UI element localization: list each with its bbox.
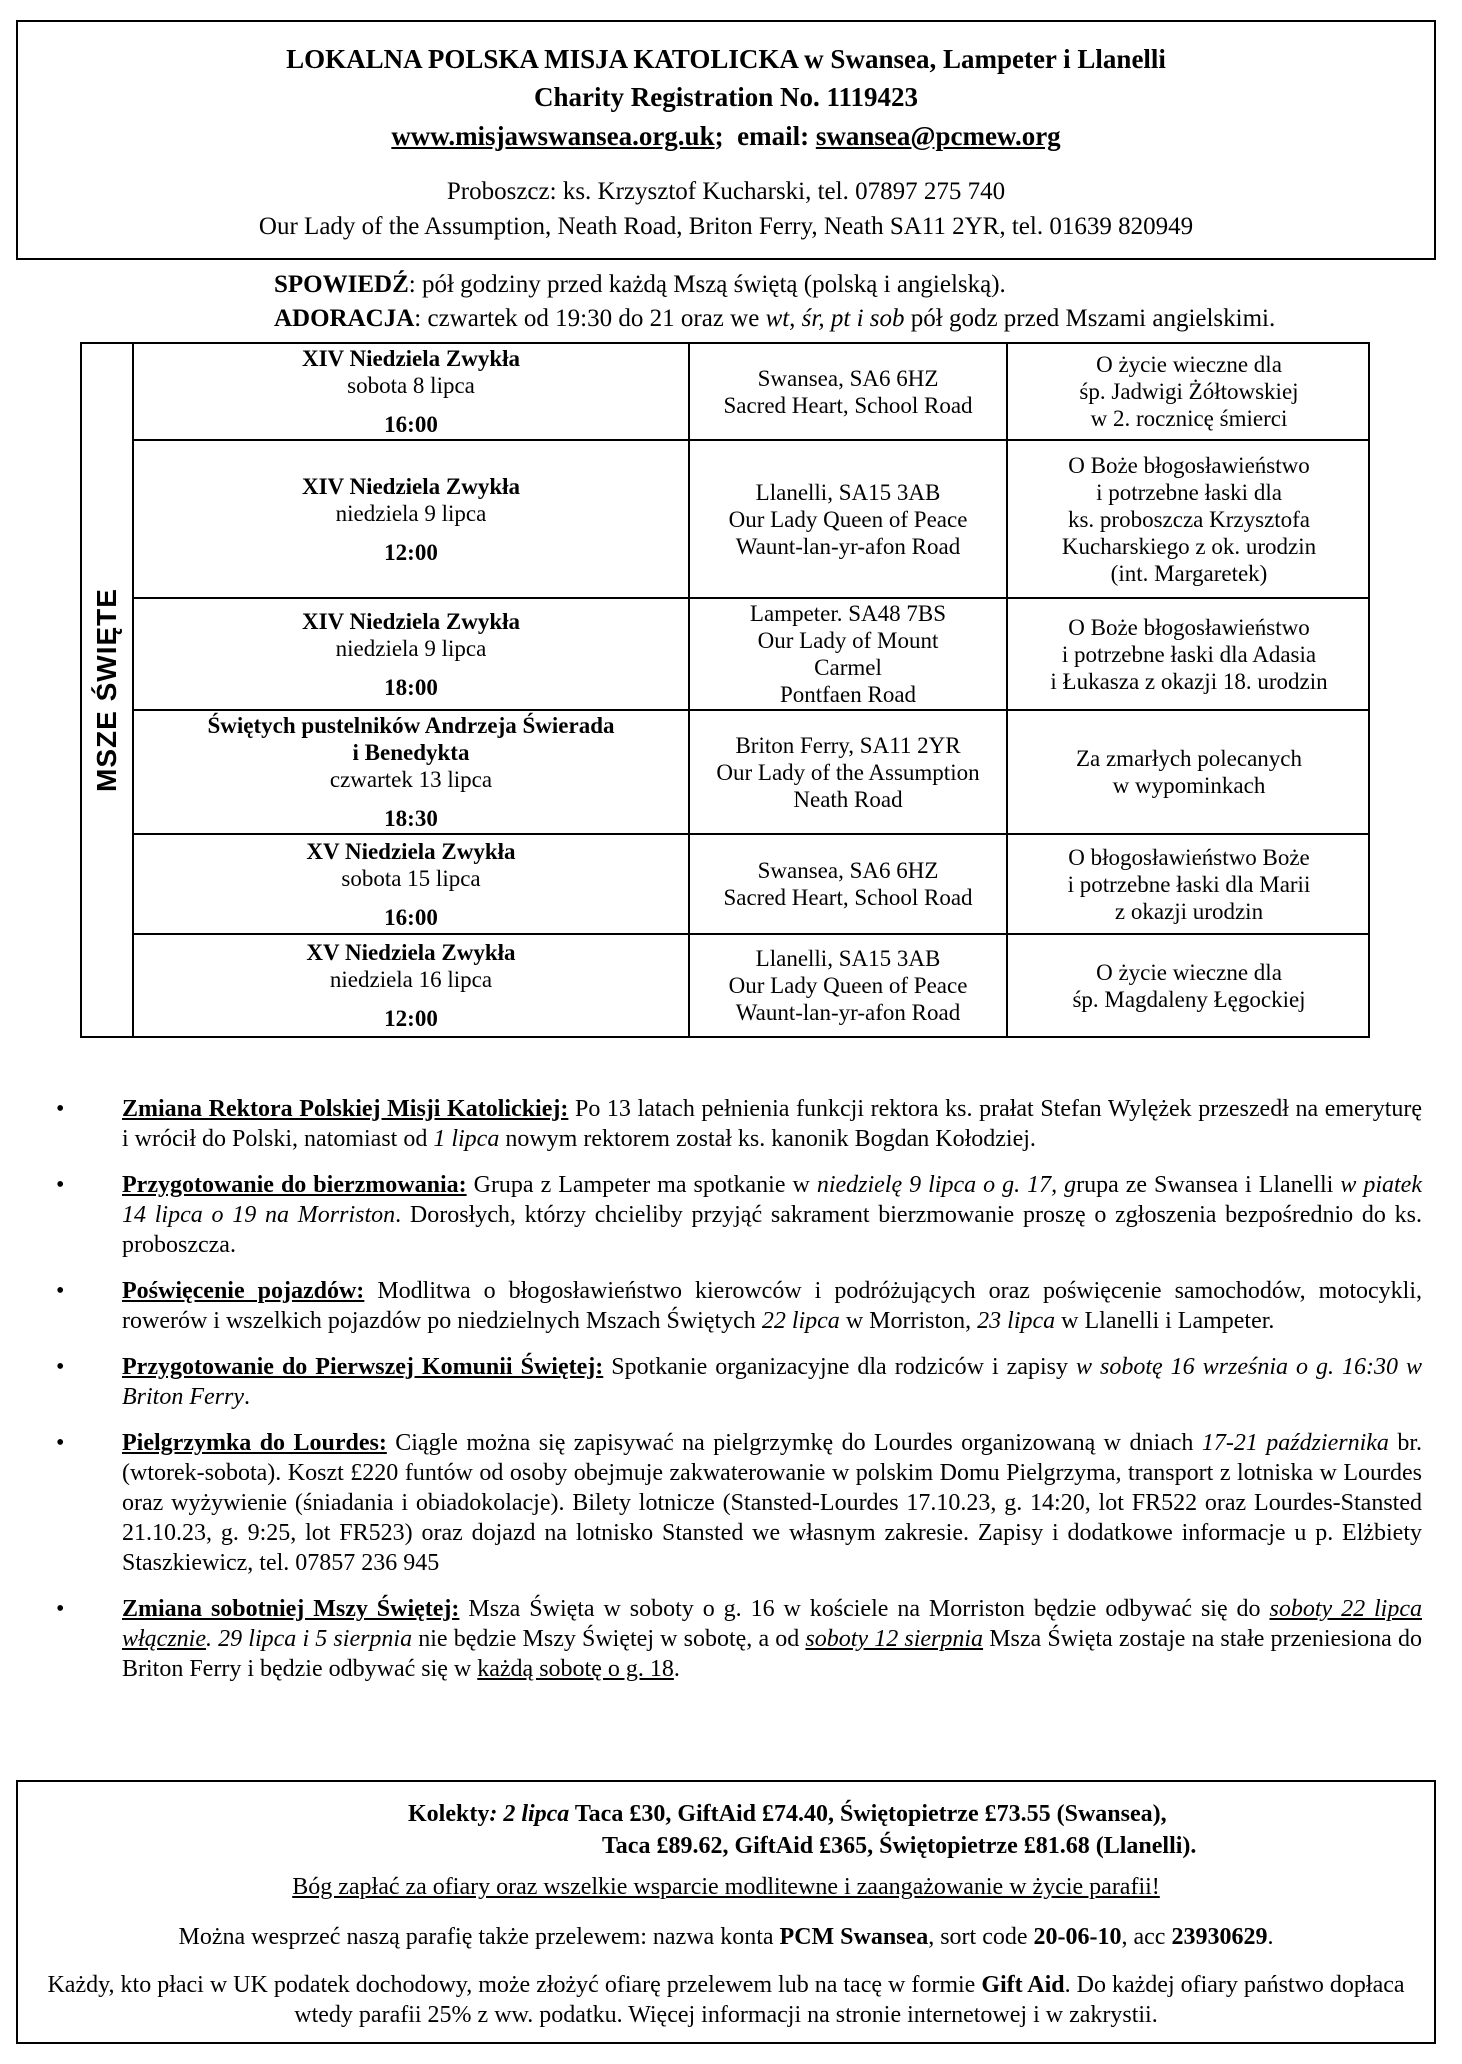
- footer-box: [16, 1780, 1436, 2044]
- notice-item: [56, 1276, 1422, 1336]
- mass-row: [134, 598, 1370, 710]
- intention-line: Kucharskiego z ok. urodzin: [1061, 533, 1317, 559]
- notice-title: Poświęcenie pojazdów:: [122, 1278, 365, 1304]
- place-line: Llanelli, SA15 3AB: [755, 946, 941, 971]
- adoration-days: wt, śr, pt i sob: [765, 305, 905, 332]
- mass-name: XV Niedziela Zwykła: [306, 940, 516, 965]
- confession-text: : pół godziny przed każdą Mszą świętą (polską i angielską).: [408, 271, 1006, 298]
- notice-text: br. (wtorek-sobota). Koszt £220 funtów od osoby obejmuje zakwaterowanie w polskim Domu Pielgrzyma, transport z lotniska w Lourdes oraz wyżywienie (śniadania i obiadokolacje). Bilety lotnicze (Stansted-Lourdes 17.10.23, g. 14:20, lot FR522 oraz Lourdes-Stansted 21.10.23, g. 9:25, lot FR523) oraz dojazd na lotnisko Stansted we własnym zakresie. Zapisy i dodatkowe informacje u p. Elżbiety Staszkiewicz, tel. 07857 236 945: [122, 1430, 1423, 1576]
- mass-name: XIV Niedziela Zwykła: [301, 608, 521, 634]
- intention-line: i potrzebne łaski dla Marii: [1067, 871, 1311, 897]
- intention-line: i Łukasza z okazji 18. urodzin: [1050, 668, 1328, 694]
- confession-label: SPOWIEDŹ: [274, 271, 409, 298]
- collections-line-2: Taca £89.62, GiftAid £365, Świętopietrze £81.68 (Llanelli).: [602, 1833, 1197, 1859]
- sort-code: 20-06-10: [1033, 1924, 1122, 1950]
- mass-place-cell: [689, 344, 1007, 440]
- intention-line: O błogosławieństwo Boże: [1068, 844, 1310, 870]
- mass-side-label: [82, 344, 134, 1036]
- bullet-icon: •: [56, 1354, 65, 1380]
- intention-line: O Boże błogosławieństwo: [1068, 452, 1310, 478]
- bullet-icon: •: [56, 1430, 65, 1456]
- notice-title: Pielgrzymka do Lourdes:: [122, 1430, 387, 1456]
- gift-aid-info: [38, 1970, 1414, 2030]
- mass-event-cell: [134, 344, 689, 440]
- notice-text: Spotkanie organizacyjne dla rodziców i zapisy: [603, 1354, 1076, 1380]
- notice-text: . Dorosłych, którzy chcieliby przyjąć sakrament bierzmowanie proszę o zgłoszenia bezpośrednio do ks. proboszcza.: [122, 1202, 1423, 1258]
- website-link[interactable]: www.misjawswansea.org.uk: [391, 121, 715, 151]
- place-line: Carmel: [814, 655, 882, 680]
- intention-line: śp. Jadwigi Żółtowskiej: [1079, 379, 1299, 404]
- email-link[interactable]: swansea@pcmew.org: [815, 121, 1061, 151]
- notice-item: [56, 1170, 1422, 1260]
- adoration-text-1: : czwartek od 19:30 do 21 oraz we: [414, 305, 766, 332]
- collections-label: Kolekty: [408, 1801, 490, 1827]
- notice-text: .: [673, 1656, 680, 1682]
- intention-line: O Boże błogosławieństwo: [1068, 614, 1310, 640]
- mass-intention-cell: [1007, 344, 1370, 440]
- place-line: Swansea, SA6 6HZ: [757, 858, 939, 883]
- notice-item: [56, 1352, 1422, 1412]
- notice-text: soboty 22 lipca włącznie: [122, 1596, 1422, 1652]
- intention-line: ks. proboszcza Krzysztofa: [1067, 506, 1311, 532]
- notice-text: w piatek 14 lipca o 19 na Morriston: [122, 1172, 1422, 1228]
- bank-text-1: Można wesprzeć naszą parafię także przelewem: nazwa konta: [178, 1924, 780, 1950]
- confession-info: [274, 268, 1275, 336]
- parish-address: Our Lady of the Assumption, Neath Road, Briton Ferry, Neath SA11 2YR, tel. 01639 820949: [258, 213, 1194, 240]
- place-line: Pontfaen Road: [779, 682, 917, 707]
- mass-row: [134, 344, 1370, 440]
- mass-row: [134, 710, 1370, 834]
- notice-title: Przygotowanie do bierzmowania:: [122, 1172, 467, 1198]
- place-line: Lampeter. SA48 7BS: [749, 601, 947, 626]
- notices-list: [56, 1094, 1422, 1700]
- bank-text-3: , acc: [1121, 1924, 1172, 1950]
- mass-event-cell: [134, 934, 689, 1036]
- notice-text: nowym rektorem został ks. kanonik Bogdan Kołodziej.: [499, 1126, 1036, 1152]
- place-line: Neath Road: [793, 786, 903, 812]
- bullet-icon: •: [56, 1278, 65, 1304]
- notice-text: rupa ze Swansea i Llanelli: [1076, 1172, 1341, 1198]
- notice-text: soboty 12 sierpnia: [805, 1626, 984, 1652]
- mass-place-cell: [689, 440, 1007, 598]
- mass-intention-cell: [1007, 710, 1370, 834]
- notice-text: w sobotę 16 września o g. 16:30 w Briton Ferry: [122, 1354, 1422, 1410]
- mass-date: niedziela 9 lipca: [335, 500, 487, 526]
- mass-intention-cell: [1007, 934, 1370, 1036]
- contact-line: [18, 116, 1434, 156]
- notice-text: 1 lipca: [433, 1126, 500, 1152]
- mass-event-cell: [134, 440, 689, 598]
- mass-date: niedziela 16 lipca: [329, 967, 493, 992]
- bank-info: [18, 1924, 1434, 1951]
- place-line: Waunt-lan-yr-afon Road: [735, 533, 961, 559]
- notice-title: Zmiana Rektora Polskiej Misji Katolickiej:: [122, 1096, 569, 1122]
- notice-text: w Llanelli i Lampeter.: [1055, 1308, 1275, 1334]
- place-line: Sacred Heart, School Road: [723, 392, 973, 418]
- email-label: email:: [737, 121, 810, 151]
- intention-line: w wypominkach: [1112, 773, 1266, 798]
- separator: ;: [714, 121, 724, 151]
- mass-event-cell: [134, 834, 689, 934]
- mass-time: 12:00: [384, 1006, 438, 1031]
- place-line: Llanelli, SA15 3AB: [755, 479, 941, 505]
- mass-place-cell: [689, 598, 1007, 710]
- gift-text-2: . Do każdej ofiary państwo dopłaca wtedy parafii 25% z ww. podatku. Więcej informacji na stronie internetowej i w zakrystii.: [294, 1972, 1405, 2028]
- account-number: 23930629: [1171, 1924, 1268, 1950]
- notice-title: Zmiana sobotniej Mszy Świętej:: [122, 1596, 460, 1622]
- mass-time: 12:00: [384, 539, 438, 565]
- notice-text: Ciągle można się zapisywać na pielgrzymkę do Lourdes organizowaną w dniach: [386, 1430, 1202, 1456]
- place-line: Swansea, SA6 6HZ: [757, 365, 939, 391]
- mass-date: czwartek 13 lipca: [329, 767, 493, 792]
- intention-line: w 2. rocznicę śmierci: [1090, 406, 1288, 431]
- collections-date: : 2 lipca: [489, 1801, 570, 1827]
- header-box: [16, 20, 1436, 260]
- intention-line: O życie wieczne dla: [1096, 959, 1282, 985]
- bank-text-2: , sort code: [928, 1924, 1034, 1950]
- notice-item: [56, 1428, 1422, 1578]
- mass-place-cell: [689, 710, 1007, 834]
- mass-date: niedziela 9 lipca: [335, 635, 487, 661]
- mass-schedule: [80, 342, 1370, 1038]
- mass-time: 18:30: [384, 806, 438, 831]
- place-line: Briton Ferry, SA11 2YR: [735, 732, 961, 758]
- place-line: Our Lady of Mount: [757, 628, 939, 653]
- place-line: Waunt-lan-yr-afon Road: [735, 1000, 961, 1025]
- bullet-icon: •: [56, 1096, 65, 1122]
- notice-text: .: [206, 1626, 219, 1652]
- mass-time: 18:00: [384, 674, 438, 700]
- gift-text-1: Każdy, kto płaci w UK podatek dochodowy, może złożyć ofiarę przelewem lub na tacę w formie: [47, 1972, 982, 1998]
- mass-name: Świętych pustelników Andrzeja Świerada: [207, 713, 615, 738]
- bank-account-name: PCM Swansea: [779, 1924, 929, 1950]
- intention-line: z okazji urodzin: [1114, 898, 1264, 924]
- mass-place-cell: [689, 834, 1007, 934]
- notice-text: Msza Święta zostaje na stałe przeniesiona do Briton Ferry i będzie odbywać się w: [122, 1626, 1422, 1682]
- bank-text-4: .: [1267, 1924, 1274, 1950]
- intention-line: i potrzebne łaski dla Adasia: [1061, 641, 1317, 667]
- notice-item: [56, 1594, 1422, 1684]
- mass-row: [134, 834, 1370, 934]
- mass-date: sobota 8 lipca: [347, 373, 475, 398]
- notice-item: [56, 1094, 1422, 1154]
- gift-aid-label: Gift Aid: [981, 1972, 1065, 1998]
- mass-date: sobota 15 lipca: [341, 865, 481, 891]
- mass-name: XIV Niedziela Zwykła: [301, 346, 521, 371]
- priest-info: Proboszcz: ks. Krzysztof Kucharski, tel. 07897 275 740: [446, 178, 1006, 205]
- place-line: Our Lady Queen of Peace: [728, 506, 968, 532]
- thanks-line: Bóg zapłać za ofiary oraz wszelkie wsparcie modlitewne i zaangażowanie w życie parafii!: [292, 1874, 1160, 1900]
- notice-text: 29 lipca i 5 sierpnia: [218, 1626, 413, 1652]
- notice-text: Msza Święta w soboty o g. 16 w kościele na Morriston będzie odbywać się do: [459, 1596, 1270, 1622]
- notice-text: niedzielę 9 lipca o g. 17, g: [816, 1172, 1077, 1198]
- mission-title: LOKALNA POLSKA MISJA KATOLICKA w Swansea, Lampeter i Llanelli: [286, 44, 1166, 74]
- notice-text: Po 13 latach pełnienia funkcji rektora ks. prałat Stefan Wylężek przeszedł na emeryturę i wrócił do Polski, natomiast od: [122, 1096, 1423, 1152]
- notice-text: 22 lipca: [761, 1308, 840, 1334]
- intention-line: O życie wieczne dla: [1096, 352, 1282, 377]
- bullet-icon: •: [56, 1596, 65, 1622]
- charity-number: Charity Registration No. 1119423: [534, 82, 918, 112]
- mass-time: 16:00: [384, 904, 438, 930]
- mass-event-cell: [134, 710, 689, 834]
- mass-intention-cell: [1007, 440, 1370, 598]
- mass-event-cell: [134, 598, 689, 710]
- adoration-label: ADORACJA: [274, 305, 415, 332]
- notice-text: 17-21 października: [1201, 1430, 1389, 1456]
- place-line: Our Lady Queen of Peace: [728, 973, 968, 998]
- intention-line: i potrzebne łaski dla: [1096, 479, 1282, 505]
- collections: [408, 1798, 1196, 1862]
- notice-title: Przygotowanie do Pierwszej Komunii Świętej:: [122, 1354, 604, 1380]
- intention-line: (int. Margaretek): [1110, 560, 1268, 586]
- mass-row: [134, 440, 1370, 598]
- mass-table: [134, 344, 1370, 1036]
- side-label-text: MSZE ŚWIĘTE: [91, 588, 122, 792]
- notice-text: Modlitwa o błogosławieństwo kierowców i podróżujących oraz poświęcenie samochodów, motocykli, rowerów i wszelkich pojazdów po niedzielnych Mszach Świętych: [122, 1278, 1422, 1334]
- intention-line: Za zmarłych polecanych: [1075, 746, 1303, 771]
- notice-text: nie będzie Mszy Świętej w sobotę, a od: [412, 1626, 806, 1652]
- notice-text: w Morriston,: [839, 1308, 978, 1334]
- collections-line-1: Taca £30, GiftAid £74.40, Świętopietrze £73.55 (Swansea),: [569, 1801, 1167, 1827]
- mass-intention-cell: [1007, 598, 1370, 710]
- notice-text: .: [243, 1384, 250, 1410]
- mass-place-cell: [689, 934, 1007, 1036]
- mass-intention-cell: [1007, 834, 1370, 934]
- mass-name-2: i Benedykta: [352, 740, 470, 765]
- notice-text: 23 lipca: [977, 1308, 1056, 1334]
- bullet-icon: •: [56, 1172, 65, 1198]
- mass-name: XV Niedziela Zwykła: [306, 838, 516, 864]
- place-line: Sacred Heart, School Road: [723, 885, 973, 910]
- mass-row: [134, 934, 1370, 1036]
- mass-name: XIV Niedziela Zwykła: [301, 473, 521, 499]
- notice-text: każdą sobotę o g. 18: [477, 1656, 674, 1682]
- adoration-text-2: pół godz przed Mszami angielskimi.: [904, 305, 1276, 332]
- place-line: Our Lady of the Assumption: [716, 759, 980, 785]
- intention-line: śp. Magdaleny Łęgockiej: [1072, 986, 1306, 1012]
- notice-text: Grupa z Lampeter ma spotkanie w: [466, 1172, 817, 1198]
- mass-time: 16:00: [384, 412, 438, 437]
